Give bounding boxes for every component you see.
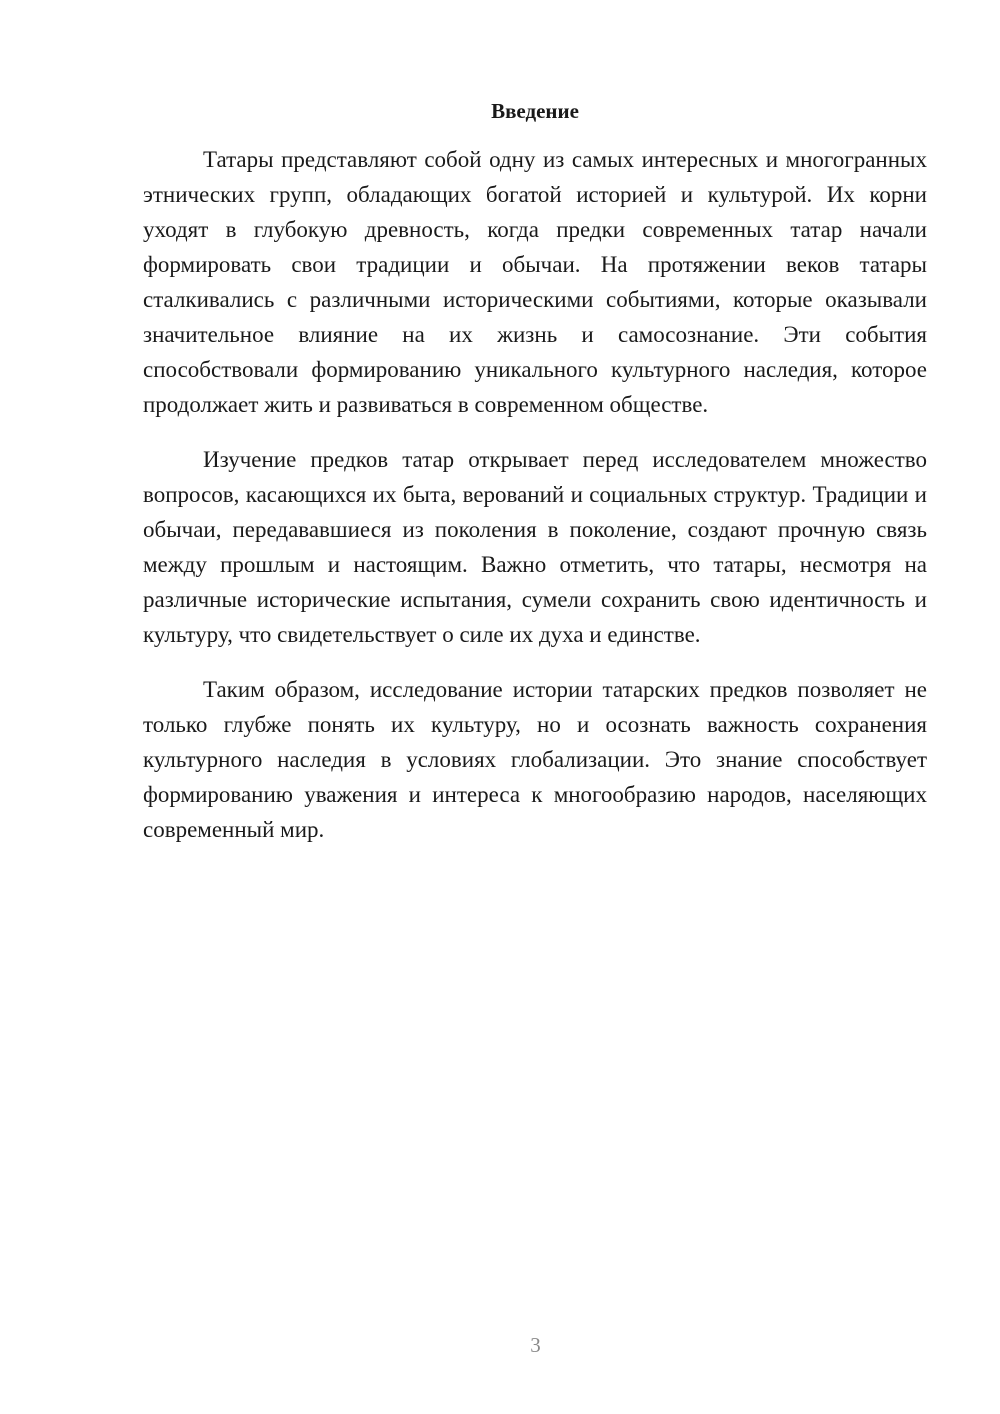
section-heading: Введение [491,99,579,123]
page-number: 3 [530,1333,541,1357]
paragraph-1: Татары представляют собой одну из самых интересных и многогранных этнических групп, обладающих богатой историей и культурой. Их корни уходят в глубокую древность, когда предки современных татар начали формировать свои традиции и обычаи. На протяжении веков татары сталкивались с различными историческими событиями, которые оказывали значительное влияние на их жизнь и самосознание. Эти события способствовали формированию уникального культурного наследия, которое продолжает жить и развиваться в современном обществе. [143,147,927,417]
body-text [143,142,927,867]
paragraph-3: Таким образом, исследование истории татарских предков позволяет не только глубже понять их культуру, но и осознать важность сохранения культурного наследия в условиях глобализации. Это знание способствует формированию уважения и интереса к многообразию народов, населяющих современный мир. [143,677,927,842]
paragraph-2: Изучение предков татар открывает перед исследователем множество вопросов, касающихся их быта, верований и социальных структур. Традиции и обычаи, передававшиеся из поколения в поколение, создают прочную связь между прошлым и настоящим. Важно отметить, что татары, несмотря на различные исторические испытания, сумели сохранить свою идентичность и культуру, что свидетельствует о силе их духа и единстве. [143,447,927,647]
